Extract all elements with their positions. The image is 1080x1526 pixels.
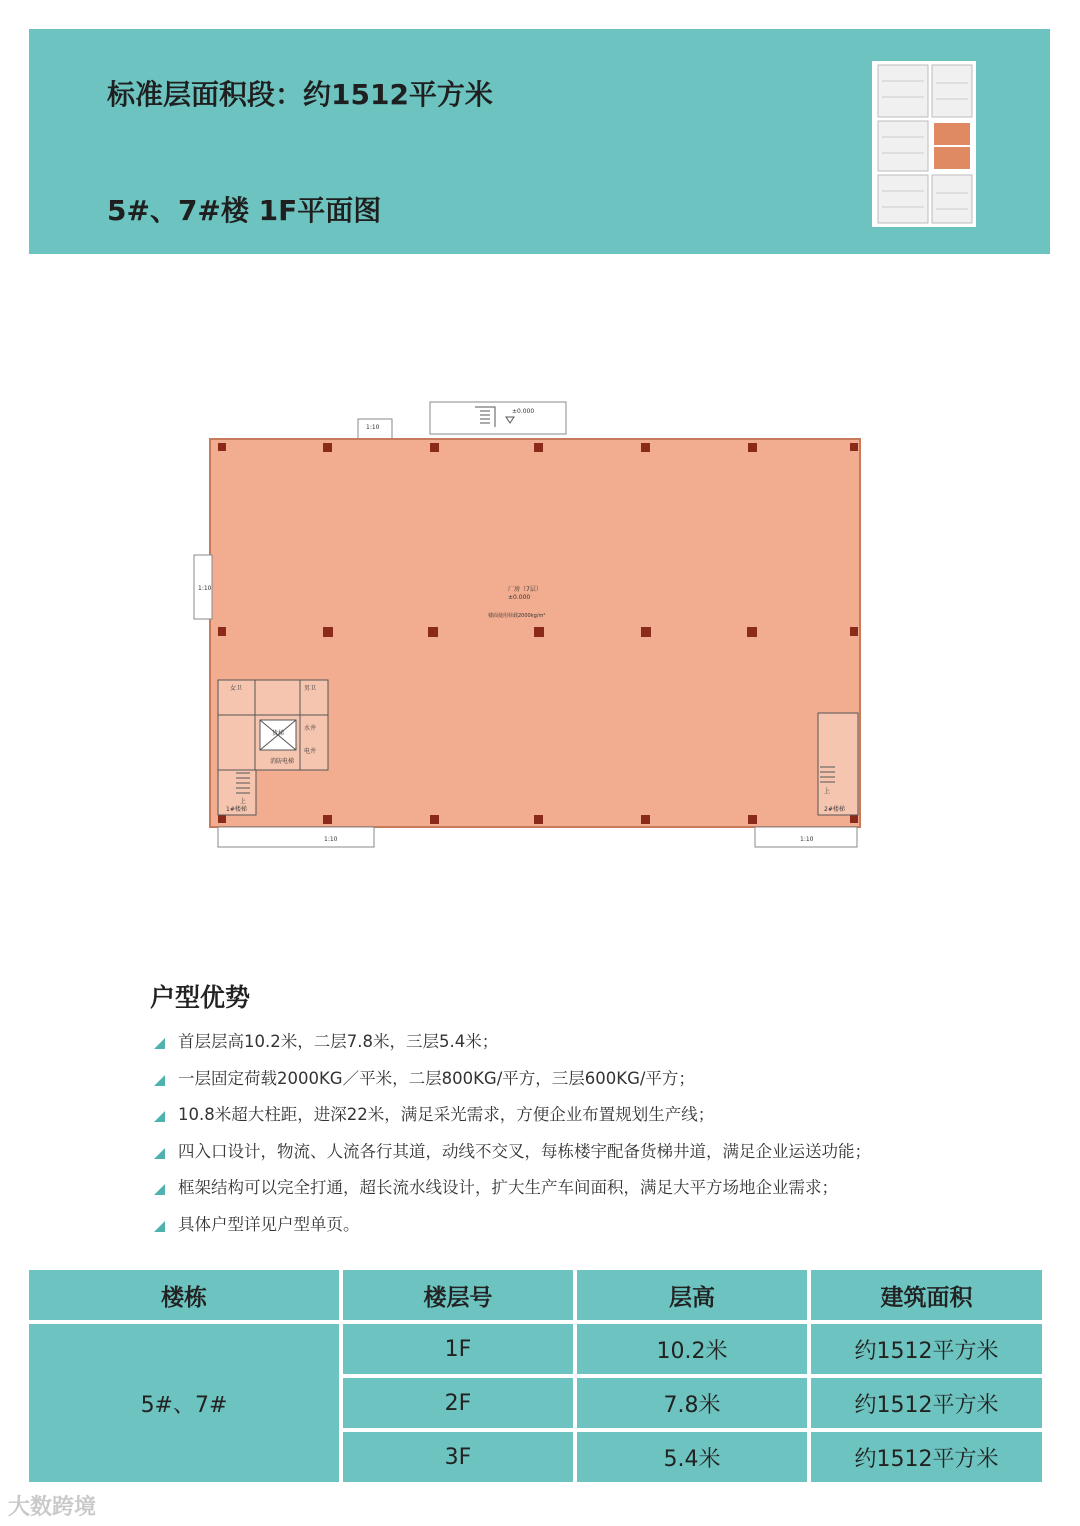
bullet-icon xyxy=(154,1111,165,1122)
site-plan-thumbnail xyxy=(872,61,976,227)
watermark: 大数跨境 xyxy=(8,1495,97,1520)
stair1-label: 1#楼梯 xyxy=(226,806,247,813)
advantages-title: 户型优势 xyxy=(150,983,251,1012)
highlight-building-5 xyxy=(934,123,970,145)
advantages-list xyxy=(150,1028,871,1247)
room-dianjing: 电井 xyxy=(304,748,317,755)
stair1-up: 上 xyxy=(240,798,247,805)
page-subtitle: 5#、7#楼 1F平面图 xyxy=(107,194,382,227)
room-elev: ±0.000 xyxy=(508,594,531,601)
cell-building: 5#、7# xyxy=(29,1324,339,1482)
highlight-building-7 xyxy=(934,147,970,169)
list-item: 一层固定荷载2000KG／平米，二层800KG/平方，三层600KG/平方； xyxy=(150,1065,871,1102)
stair2-label: 2#楼梯 xyxy=(824,806,845,813)
cell-height: 5.4米 xyxy=(577,1432,807,1482)
list-item: 首层层高10.2米，二层7.8米，三层5.4米； xyxy=(150,1028,871,1065)
table-row xyxy=(29,1324,1042,1374)
bullet-icon xyxy=(154,1038,165,1049)
list-item: 框架结构可以完全打通，超长流水线设计，扩大生产车间面积，满足大平方场地企业需求； xyxy=(150,1174,871,1211)
bullet-icon xyxy=(154,1184,165,1195)
cell-area: 约1512平方米 xyxy=(811,1378,1042,1428)
left-door-label: 1:10 xyxy=(198,585,212,592)
cell-floor: 1F xyxy=(343,1324,573,1374)
room-shuijing: 水井 xyxy=(304,725,317,732)
list-item: 具体户型详见户型单页。 xyxy=(150,1211,871,1248)
cell-floor: 2F xyxy=(343,1378,573,1428)
bottom-door-left-label: 1:10 xyxy=(324,836,338,843)
cell-floor: 3F xyxy=(343,1432,573,1482)
col-header-floor: 楼层号 xyxy=(343,1270,573,1320)
col-header-area: 建筑面积 xyxy=(811,1270,1042,1320)
cell-height: 7.8米 xyxy=(577,1378,807,1428)
room-fire: 消防电梯 xyxy=(270,758,295,765)
cell-height: 10.2米 xyxy=(577,1324,807,1374)
page-title: 标准层面积段：约1512平方米 xyxy=(107,78,493,111)
list-item: 四入口设计，物流、人流各行其道，动线不交叉，每栋楼宇配备货梯井道，满足企业运送功能； xyxy=(150,1138,871,1175)
col-header-height: 层高 xyxy=(577,1270,807,1320)
room-label: 厂房（7层） xyxy=(508,586,542,593)
room-load: 楼面使用荷载2000kg/m² xyxy=(488,613,546,619)
room-nan: 男卫 xyxy=(304,685,317,692)
bullet-icon xyxy=(154,1148,165,1159)
bottom-door-right-label: 1:10 xyxy=(800,836,814,843)
top-stair-elev: ±0.000 xyxy=(512,408,535,415)
top-door-label: 1:10 xyxy=(366,424,380,431)
cell-area: 约1512平方米 xyxy=(811,1432,1042,1482)
room-elevator: 货梯 xyxy=(272,730,285,737)
list-item: 10.8米超大柱距，进深22米，满足采光需求，方便企业布置规划生产线； xyxy=(150,1101,871,1138)
bullet-icon xyxy=(154,1075,165,1086)
bullet-icon xyxy=(154,1221,165,1232)
room-nv: 女卫 xyxy=(230,685,243,692)
header-banner xyxy=(29,29,1050,254)
floor-plan xyxy=(190,395,880,865)
stair2-up: 上 xyxy=(824,788,831,795)
spec-table xyxy=(25,1266,1046,1486)
col-header-building: 楼栋 xyxy=(29,1270,339,1320)
cell-area: 约1512平方米 xyxy=(811,1324,1042,1374)
